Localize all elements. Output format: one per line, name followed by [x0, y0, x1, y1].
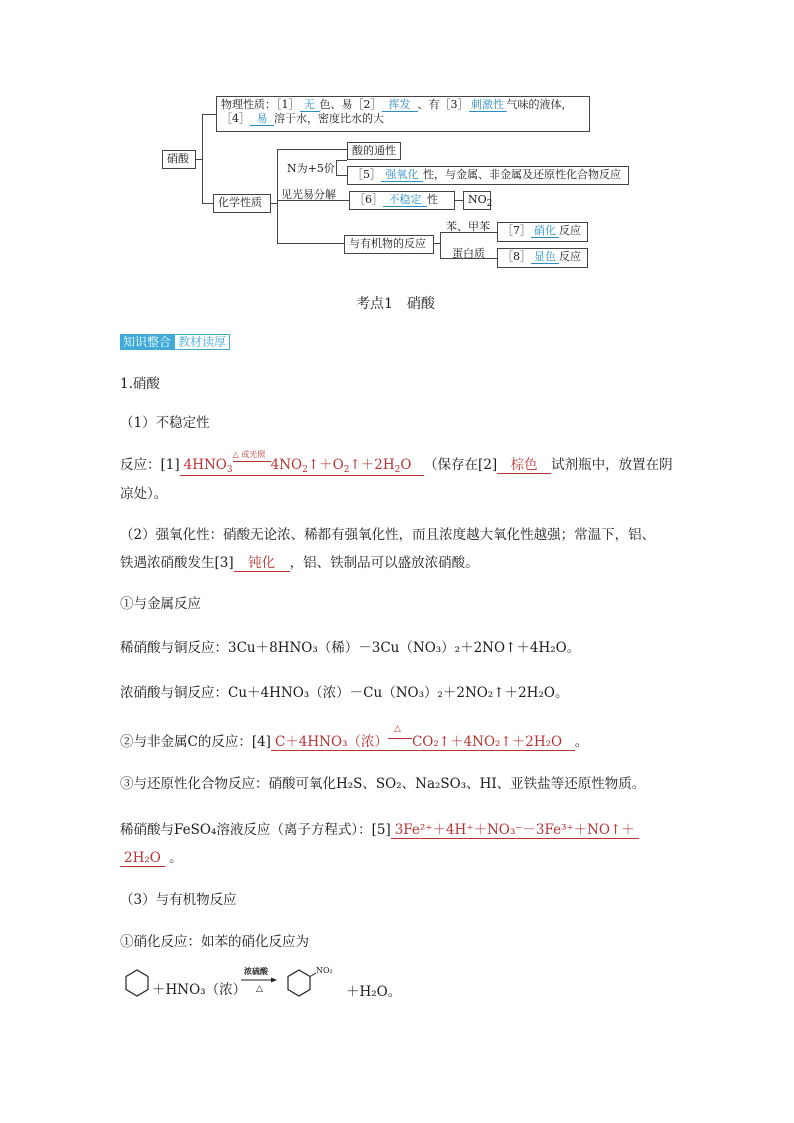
no2-group-label: NO₂	[316, 966, 333, 975]
acid-common-box: 酸的通性	[347, 142, 401, 160]
organic-reaction-title: （3）与有机物反应	[120, 892, 237, 908]
reaction-decomp: 反应：[1] $4HNO_3$ △ 或光照 $4NO_2↑+O_2↑+2H_2O$ （保存在[2] 棕色 试剂瓶中，放置在阴	[120, 450, 673, 475]
item8-box: ［8］ 显色 反应	[497, 248, 588, 268]
physical-properties-box: 物理性质：［1］ 无 色、易［2］ 挥发 、有［3］ 刺激性 气味的液体， ［4］ 易 溶于水，密度比水的大	[216, 96, 590, 132]
organic-reaction-box: 与有机物的反应	[344, 235, 434, 254]
item5-box: ［5］ 强氧化 性，与金属、非金属及还原性化合物反应	[347, 166, 629, 185]
section-title: 考点1 硝酸	[356, 296, 435, 312]
feso4-reaction: 稀硝酸与FeSO₄溶液反应（离子方程式）：[5] 3Fe²⁺＋4H⁺＋NO₃⁻－3Fe³⁺＋NO↑＋	[120, 818, 639, 839]
nitration-scheme	[120, 962, 420, 1006]
knowledge-tags	[120, 331, 230, 350]
dilute-cu-reaction: 稀硝酸与铜反应：3Cu＋8HNO₃（稀）－3Cu（NO₃）₂＋2NO↑＋4H₂O。	[120, 640, 581, 656]
tag-knowledge: 知识整合	[120, 334, 174, 350]
no2-box: $NO_2$	[463, 191, 491, 210]
item7-box: ［7］ 硝化 反应	[497, 222, 588, 242]
strong-oxidation-line2: 铁遇浓硝酸发生[3] 钝化 ，铝、铁制品可以盛放浓硝酸。	[120, 551, 479, 572]
n-valence-label: N为+5价	[287, 162, 335, 175]
reducing-compound-reaction: ③与还原性化合物反应：硝酸可氧化H₂S、SO₂、Na₂SO₃、HI、亚铁盐等还原性物质。	[120, 776, 646, 792]
carbon-reaction: ②与非金属C的反应：[4] C＋4HNO₃（浓） △ CO₂↑＋4NO₂↑＋2H₂O 。	[120, 724, 589, 750]
feso4-reaction-line2: 2H₂O 。	[120, 846, 183, 867]
nitration-intro: ①硝化反应：如苯的硝化反应为	[120, 934, 309, 950]
item6-box: ［6］ 不稳定 性	[349, 191, 455, 210]
hno3-reagent: ＋HNO₃（浓）	[152, 982, 247, 998]
reaction-decomp-line2: 凉处）。	[120, 486, 168, 502]
reaction-arrow-icon	[241, 976, 277, 984]
sub-instability: （1）不稳定性	[120, 415, 210, 431]
heat-label: △	[256, 984, 263, 994]
benzene-label: 苯、甲苯	[446, 220, 490, 233]
light-decomp-label: 见光易分解	[281, 188, 336, 201]
benzene-ring-icon	[124, 968, 150, 998]
heading-nitric-acid: 1.硝酸	[120, 376, 160, 392]
catalyst-label: 浓硫酸	[244, 966, 268, 976]
water-product: ＋H₂O。	[346, 984, 402, 1000]
root-box: 硝酸	[162, 150, 196, 169]
protein-label: 蛋白质	[452, 247, 485, 260]
tag-textbook: 教材读厚	[174, 334, 230, 350]
strong-oxidation: （2）强氧化性：硝酸无论浓、稀都有强氧化性，而且浓度越大氧化性越强；常温下，铝、	[120, 527, 656, 543]
metal-reaction-title: ①与金属反应	[120, 596, 201, 612]
nitrobenzene-icon	[286, 968, 316, 998]
conc-cu-reaction: 浓硝酸与铜反应：Cu＋4HNO₃（浓）－Cu（NO₃）₂＋2NO₂↑＋2H₂O。	[120, 685, 569, 701]
chemical-properties-box: 化学性质	[213, 194, 271, 213]
